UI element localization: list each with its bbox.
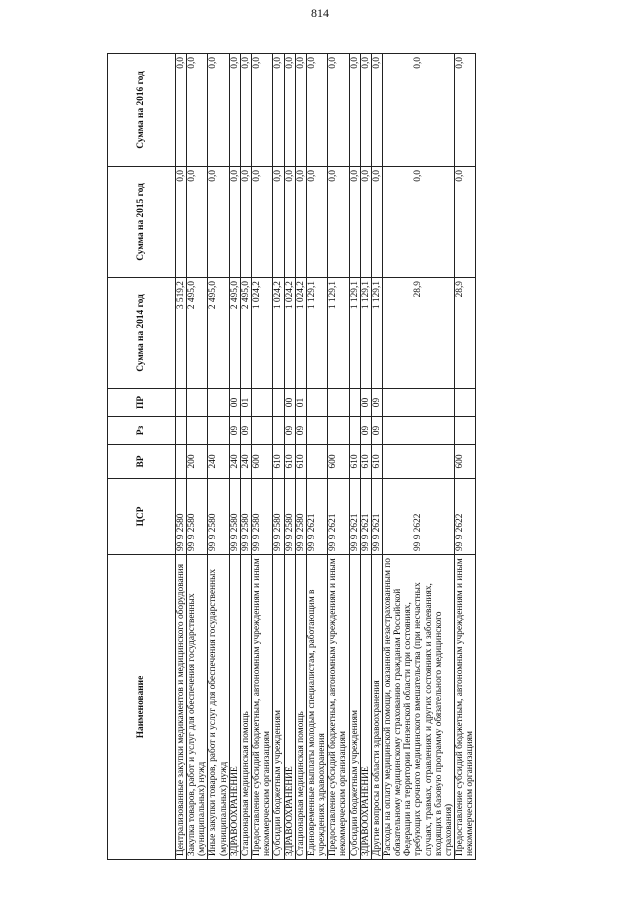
- cell-rz: 09: [284, 417, 295, 445]
- cell-pr: [306, 389, 327, 417]
- cell-sum-2014: 1 024,2: [273, 278, 284, 389]
- cell-pr: [252, 389, 273, 417]
- table-body: [176, 54, 476, 860]
- cell-sum-2014: 1 024,2: [252, 278, 273, 389]
- cell-vr: 600: [328, 445, 349, 479]
- cell-sum-2015: 0,0: [284, 167, 295, 278]
- cell-sum-2015: 0,0: [252, 167, 273, 278]
- cell-csr: 99 9 2580: [229, 479, 240, 555]
- cell-name: Субсидии бюджетным учреждениям: [273, 555, 284, 860]
- cell-vr: 240: [229, 445, 240, 479]
- cell-name: Расходы на оплату медицинской помощи, оказанной незастрахованным по обязательному медицинскому страхованию гражданам Российской Федерации на территории Пензенской области при состояниях, требующих срочного медицинского вмешательства (при несчастных случаях, травмах, отравлениях и других состояниях и заболеваниях, входящих в базовую программу обязательного медицинского страхования): [382, 555, 454, 860]
- cell-name: Централизованные закупки медикаментов и медицинского оборудования: [176, 555, 187, 860]
- cell-pr: 09: [371, 389, 382, 417]
- table-row: [455, 54, 476, 860]
- table-row: [273, 54, 284, 860]
- cell-sum-2015: 0,0: [382, 167, 454, 278]
- cell-rz: [187, 417, 208, 445]
- cell-csr: 99 9 2621: [306, 479, 327, 555]
- page-number: 814: [311, 6, 329, 20]
- cell-sum-2015: 0,0: [360, 167, 371, 278]
- cell-vr: [306, 445, 327, 479]
- cell-rz: [176, 417, 187, 445]
- cell-pr: [176, 389, 187, 417]
- cell-vr: 610: [360, 445, 371, 479]
- cell-csr: 99 9 2580: [273, 479, 284, 555]
- cell-rz: [208, 417, 229, 445]
- cell-rz: [382, 417, 454, 445]
- cell-pr: 00: [284, 389, 295, 417]
- cell-name: Закупка товаров, работ и услуг для обеспечения государственных (муниципальных) нужд: [187, 555, 208, 860]
- cell-pr: [349, 389, 360, 417]
- cell-rz: [328, 417, 349, 445]
- cell-pr: [382, 389, 454, 417]
- table-row: [295, 54, 306, 860]
- cell-vr: 600: [252, 445, 273, 479]
- cell-name: ЗДРАВООХРАНЕНИЕ: [360, 555, 371, 860]
- cell-name: Субсидии бюджетным учреждениям: [349, 555, 360, 860]
- cell-rz: [273, 417, 284, 445]
- cell-pr: 00: [229, 389, 240, 417]
- cell-pr: [187, 389, 208, 417]
- cell-rz: 09: [229, 417, 240, 445]
- cell-vr: 240: [240, 445, 251, 479]
- cell-vr: 610: [371, 445, 382, 479]
- header-vr: ВР: [108, 445, 176, 479]
- cell-vr: 610: [284, 445, 295, 479]
- cell-sum-2014: 3 519,2: [176, 278, 187, 389]
- cell-sum-2014: 1 129,1: [360, 278, 371, 389]
- cell-vr: 610: [295, 445, 306, 479]
- table-row: [306, 54, 327, 860]
- cell-rz: [455, 417, 476, 445]
- cell-sum-2016: 0,0: [295, 54, 306, 167]
- cell-sum-2014: 1 024,2: [284, 278, 295, 389]
- cell-csr: 99 9 2580: [187, 479, 208, 555]
- cell-sum-2016: 0,0: [284, 54, 295, 167]
- table-row: [382, 54, 454, 860]
- cell-sum-2014: 28,9: [455, 278, 476, 389]
- cell-sum-2015: 0,0: [187, 167, 208, 278]
- cell-sum-2016: 0,0: [273, 54, 284, 167]
- cell-sum-2014: 1 129,1: [328, 278, 349, 389]
- cell-sum-2015: 0,0: [208, 167, 229, 278]
- rotated-table-container: [107, 54, 548, 860]
- cell-name: Предоставление субсидий бюджетным, автономным учреждениям и иным некоммерческим организациям: [455, 555, 476, 860]
- table-row: [208, 54, 229, 860]
- table-row: [284, 54, 295, 860]
- cell-csr: 99 9 2580: [240, 479, 251, 555]
- cell-sum-2014: 2 495,0: [208, 278, 229, 389]
- table-header-row: [108, 54, 176, 860]
- cell-rz: [349, 417, 360, 445]
- cell-csr: 99 9 2580: [176, 479, 187, 555]
- cell-rz: 09: [240, 417, 251, 445]
- cell-sum-2015: 0,0: [273, 167, 284, 278]
- table-row: [252, 54, 273, 860]
- cell-rz: 09: [295, 417, 306, 445]
- cell-sum-2014: 2 495,0: [187, 278, 208, 389]
- cell-csr: 99 9 2621: [360, 479, 371, 555]
- cell-sum-2014: 1 129,1: [371, 278, 382, 389]
- header-sum-2014: Сумма на 2014 год: [108, 278, 176, 389]
- cell-sum-2016: 0,0: [208, 54, 229, 167]
- cell-csr: 99 9 2580: [252, 479, 273, 555]
- cell-sum-2016: 0,0: [187, 54, 208, 167]
- header-name: Наименование: [108, 555, 176, 860]
- cell-name: Другие вопросы в области здравоохранения: [371, 555, 382, 860]
- cell-pr: 01: [295, 389, 306, 417]
- cell-vr: [382, 445, 454, 479]
- cell-sum-2014: 2 495,0: [229, 278, 240, 389]
- table-row: [240, 54, 251, 860]
- cell-name: Иные закупки товаров, работ и услуг для обеспечения государственных (муниципальных) нужд: [208, 555, 229, 860]
- cell-pr: [208, 389, 229, 417]
- cell-sum-2015: 0,0: [455, 167, 476, 278]
- cell-name: Стационарная медицинская помощь: [240, 555, 251, 860]
- cell-name: ЗДРАВООХРАНЕНИЕ: [229, 555, 240, 860]
- table-row: [328, 54, 349, 860]
- cell-vr: 610: [273, 445, 284, 479]
- cell-name: Единовременные выплаты молодым специалистам, работающим в учреждениях здравоохранения: [306, 555, 327, 860]
- cell-pr: 01: [240, 389, 251, 417]
- cell-sum-2016: 0,0: [229, 54, 240, 167]
- table-row: [349, 54, 360, 860]
- cell-name: Предоставление субсидий бюджетным, автономным учреждениям и иным некоммерческим организациям: [328, 555, 349, 860]
- cell-sum-2015: 0,0: [328, 167, 349, 278]
- cell-name: ЗДРАВООХРАНЕНИЕ: [284, 555, 295, 860]
- cell-sum-2016: 0,0: [176, 54, 187, 167]
- cell-vr: 610: [349, 445, 360, 479]
- cell-sum-2015: 0,0: [349, 167, 360, 278]
- cell-csr: 99 9 2622: [382, 479, 454, 555]
- cell-sum-2016: 0,0: [371, 54, 382, 167]
- cell-sum-2016: 0,0: [360, 54, 371, 167]
- cell-sum-2015: 0,0: [176, 167, 187, 278]
- table-row: [360, 54, 371, 860]
- cell-rz: 09: [371, 417, 382, 445]
- cell-sum-2015: 0,0: [229, 167, 240, 278]
- header-sum-2015: Сумма на 2015 год: [108, 167, 176, 278]
- cell-sum-2016: 0,0: [349, 54, 360, 167]
- cell-sum-2015: 0,0: [371, 167, 382, 278]
- cell-csr: 99 9 2621: [328, 479, 349, 555]
- cell-sum-2016: 0,0: [306, 54, 327, 167]
- table-row: [187, 54, 208, 860]
- cell-sum-2016: 0,0: [240, 54, 251, 167]
- cell-pr: [455, 389, 476, 417]
- cell-sum-2014: 2 495,0: [240, 278, 251, 389]
- cell-vr: 240: [208, 445, 229, 479]
- header-rz: Рз: [108, 417, 176, 445]
- cell-sum-2016: 0,0: [455, 54, 476, 167]
- header-pr: ПР: [108, 389, 176, 417]
- cell-vr: 200: [187, 445, 208, 479]
- table-row: [371, 54, 382, 860]
- cell-sum-2014: 28,9: [382, 278, 454, 389]
- cell-sum-2016: 0,0: [252, 54, 273, 167]
- cell-csr: 99 9 2580: [208, 479, 229, 555]
- cell-csr: 99 9 2621: [371, 479, 382, 555]
- cell-vr: 600: [455, 445, 476, 479]
- cell-pr: 00: [360, 389, 371, 417]
- table-row: [229, 54, 240, 860]
- cell-sum-2015: 0,0: [240, 167, 251, 278]
- cell-rz: 09: [360, 417, 371, 445]
- cell-csr: 99 9 2621: [349, 479, 360, 555]
- cell-pr: [328, 389, 349, 417]
- cell-pr: [273, 389, 284, 417]
- cell-sum-2016: 0,0: [328, 54, 349, 167]
- cell-rz: [306, 417, 327, 445]
- header-csr: ЦСР: [108, 479, 176, 555]
- cell-sum-2014: 1 024,2: [295, 278, 306, 389]
- cell-csr: 99 9 2622: [455, 479, 476, 555]
- cell-name: Предоставление субсидий бюджетным, автономным учреждениям и иным некоммерческим организациям: [252, 555, 273, 860]
- cell-csr: 99 9 2580: [295, 479, 306, 555]
- budget-table: [107, 53, 476, 860]
- table-row: [176, 54, 187, 860]
- cell-name: Стационарная медицинская помощь: [295, 555, 306, 860]
- cell-sum-2014: 1 129,1: [349, 278, 360, 389]
- header-sum-2016: Сумма на 2016 год: [108, 54, 176, 167]
- cell-rz: [252, 417, 273, 445]
- cell-csr: 99 9 2580: [284, 479, 295, 555]
- cell-sum-2014: 1 129,1: [306, 278, 327, 389]
- cell-sum-2015: 0,0: [306, 167, 327, 278]
- cell-vr: [176, 445, 187, 479]
- cell-sum-2016: 0,0: [382, 54, 454, 167]
- cell-sum-2015: 0,0: [295, 167, 306, 278]
